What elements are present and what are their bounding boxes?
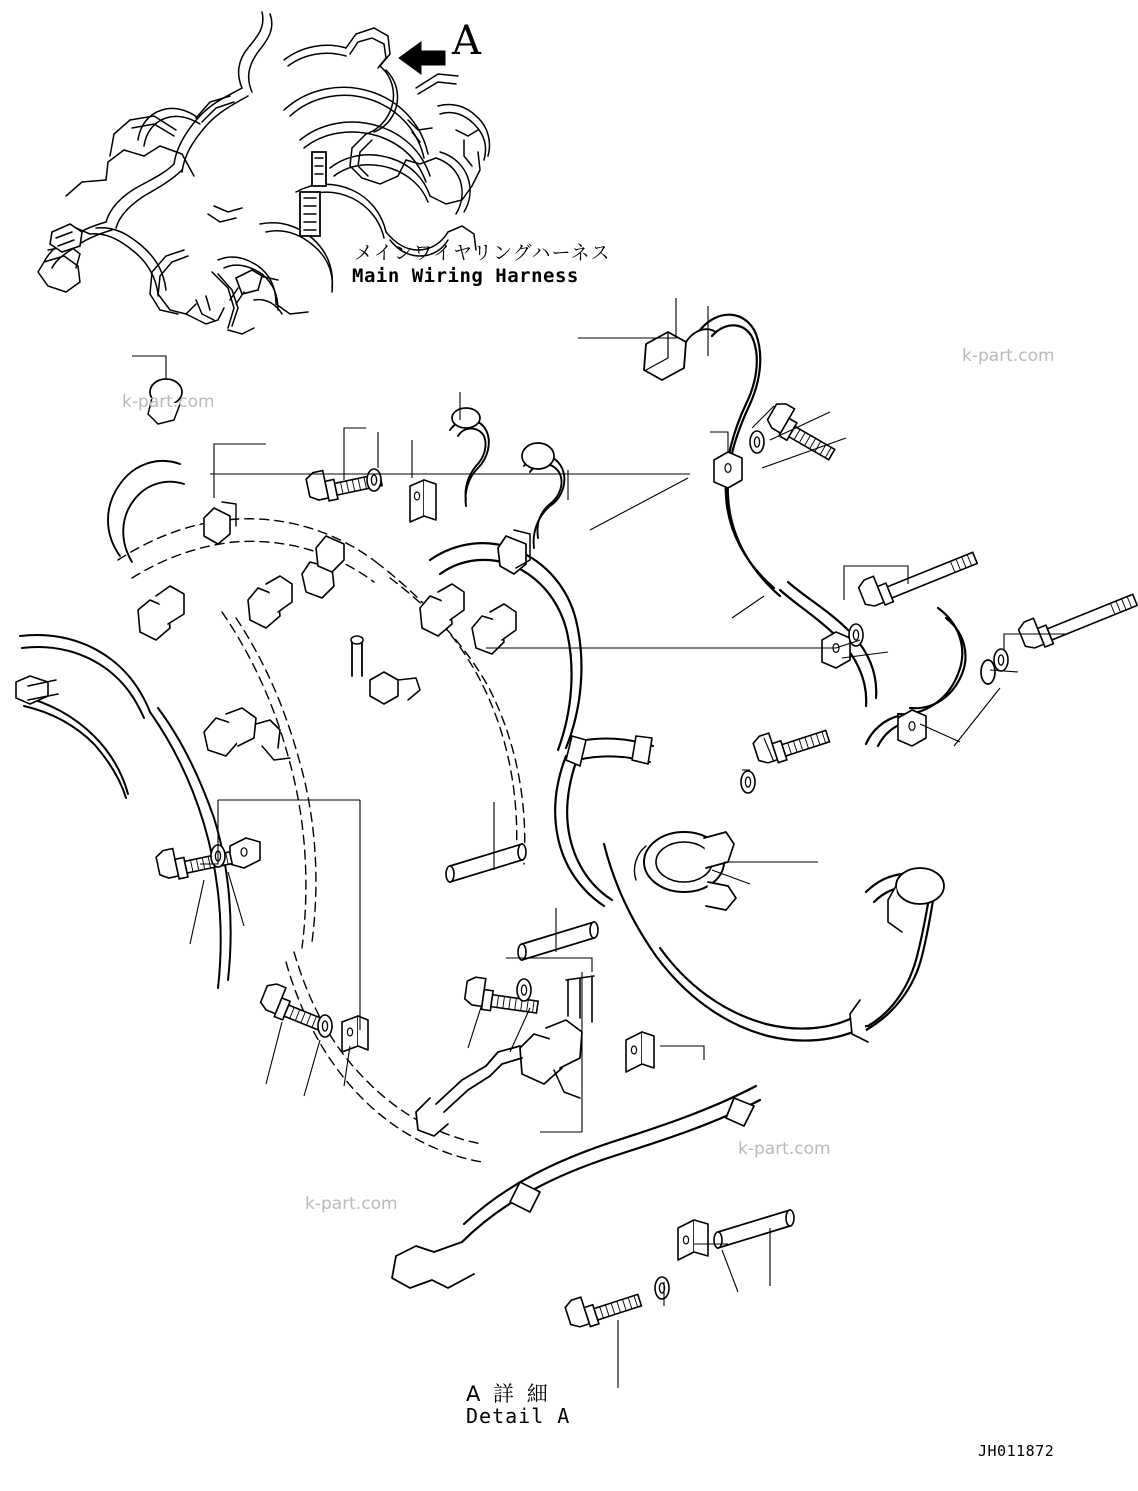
washer-right-2	[994, 649, 1008, 671]
detail-label-english: Detail A	[466, 1404, 571, 1428]
bolt-bottom	[564, 1280, 643, 1332]
washer-bottom	[655, 1277, 669, 1299]
watermark: k-part.com	[122, 392, 215, 412]
spacer-tube-2	[518, 922, 598, 960]
spacer-tube-1	[446, 844, 526, 882]
bolt-long-right-2	[1017, 580, 1138, 653]
washer-upper-right	[750, 431, 764, 453]
leader-lines	[132, 298, 1066, 1388]
detail-label-japanese: A 詳 細	[466, 1382, 551, 1406]
washer-upper-left	[367, 469, 381, 491]
spacer-tube-3	[714, 1210, 794, 1248]
view-letter-a: A	[452, 18, 481, 64]
bolt-center-right	[752, 716, 831, 768]
harness-label-japanese: メインワイヤリングハーネス	[354, 242, 611, 264]
washer-lower-center	[517, 979, 531, 1001]
bolt-long-right-1	[857, 538, 979, 611]
detail-a-harness-routing	[16, 315, 995, 1288]
watermark: k-part.com	[305, 1194, 398, 1214]
watermark: k-part.com	[738, 1139, 831, 1159]
drawing-number: JH011872	[978, 1442, 1055, 1460]
harness-label-english: Main Wiring Harness	[352, 265, 579, 287]
washer-lower-left	[318, 1015, 332, 1037]
view-arrow-a	[399, 42, 445, 74]
watermark: k-part.com	[962, 346, 1055, 366]
washer-center-right	[741, 771, 755, 793]
